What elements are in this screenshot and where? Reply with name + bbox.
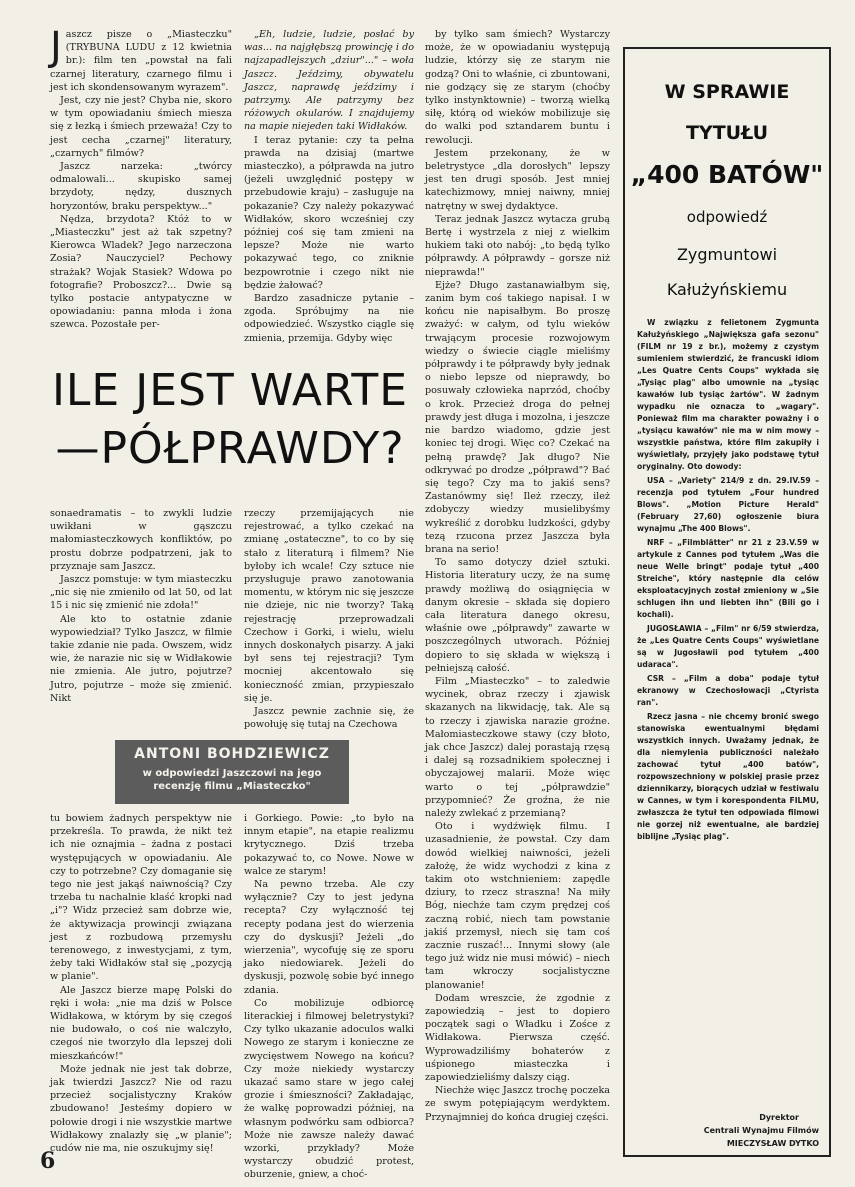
sidebar-box — [623, 47, 831, 1157]
sidebar-heading-line: Zygmuntowi — [676, 245, 778, 264]
sidebar-heading — [625, 71, 829, 307]
paragraph: Co mobilizuje odbiorcę literackiej i filmowej beletrystyki? Czy tylko ukazanie adoculos walki Nowego ze starym i konieczne ze zwycięstwem Nowego na końcu? Czy może niekiedy wystarczy ukazać samo stare w jego całej grozie i śmieszności? Zakładając, że walkę poprowadzi później, na własnym podwórku sam odbiorca? Może nie zawsze należy dawać wzorki, przykłady? Może wystarczy obudzić protest, oburzenie, gniew, a choć- — [244, 997, 414, 1181]
paragraph: tu bowiem żadnych perspektyw nie przekreśla. To prawda, że nikt też ich nie oznajmia – żadna z postaci występujących w opowiadaniu. Ale czy to potrzebne? Czy domaganie się tego nie jest jakąś naiwnością? Czy trzeba tu nachalnie klaść kropki nad „i"? Widz przecież sam dobrze wie, że aktywizacja prowincji związana jest z rozbudową przemysłu terenowego, z inwestycjami, z tym, żeby taki Widłaków stał się „pozycją w planie". — [50, 813, 232, 983]
sidebar-heading-line: „400 BATÓW" — [630, 160, 824, 189]
sidebar-body — [637, 317, 819, 1007]
paragraph: Jestem przekonany, że w beletrystyce „dla dorosłych" lepszy jest ten drugi sposób. Jest mniej katechizmowy, mniej naiwny, mniej natrętny w swej dydaktyce. — [425, 147, 610, 212]
sidebar-paragraph: JUGOSŁAWIA – „Film" nr 6/59 stwierdza, że „Les Quatre Cents Coups" wyświetlane są w Jugosławii pod tytułem „400 udaraca". — [637, 624, 819, 669]
drop-cap: J — [50, 24, 62, 70]
paragraph: Ale kto to ostatnie zdanie wypowiedział? Tylko Jaszcz, w filmie takie zdanie nie pada. Owszem, widz wie, że narazie nic się w Widłakowie nie zmienia. Ale jutro, pojutrze? Jutro, pojutrze – może się zmienić. Nikt — [50, 613, 232, 704]
article-column-low-1 — [50, 812, 232, 1155]
page-number: 6 — [40, 1148, 56, 1174]
author-subtitle: w odpowiedzi Jaszczowi na jego recenzję filmu „Miasteczko" — [142, 768, 322, 792]
signature-title: Dyrektor — [759, 1113, 799, 1122]
paragraph: Oto i wydźwięk filmu. I uzasadnienie, że powstał. Czy dam dowód wielkiej naiwności, jeżeli założę, że widz wychodzi z kina z takim oto wstchnieniem: zapędle dziury, to rzecz straszna! Na miły Bóg, niechże tam czym prędzej coś zaczną robić, niech tam powstanie jakiś przemysł, niech się tam coś zacznie ruszać!... Innymi słowy (ale tego już widz nie musi mówić) – niech tam wkroczy socjalistyczne planowanie! — [425, 821, 610, 991]
author-name: ANTONI BOHDZIEWICZ — [134, 746, 330, 762]
article-column-right — [425, 28, 610, 1153]
paragraph: sonaedramatis – to zwykli ludzie uwikłani w gąszczu małomiasteczkowych konfliktów, po prostu dobrze podpatrzeni, jak to przyznaje sam Jaszcz. — [50, 508, 232, 572]
paragraph: To samo dotyczy dzieł sztuki. Historia literatury uczy, że na sumę prawdy możliwą do osiągnięcia w danym okresie – składa się dopiero cała literatura danego okresu, właśnie owe „półprawdy" zawarte w poszczególnych utworach. Później dopiero to się składa w większą i pełniejszą całość. — [425, 557, 610, 674]
paragraph: Ejże? Długo zastanawiałbym się, zanim bym coś takiego napisał. I w końcu nie napisałbym. Bo proszę zważyć: w całym, od tylu wieków trwającym procesie rozwojowym wiedzy o świecie ciągle mieliśmy półprawdy i te półprawdy były jednak o niebo lepsze od nieprawdy, bo posuwały człowieka naprzód, choćby o krok. Przecież droga do pełnej prawdy jest długa i mozolna, i jeszcze nie bardzo wiadomo, gdzie jest koniec tej drogi. Więc co? Czekać na pełną prawdę? Jak długo? Nie odkrywać po drodze „półprawd"? Bać się tego? Czy ma to jakiś sens? Zastanówmy się! Ileż rzeczy, ileż zdobyczy wiedzy musielibyśmy wykreślić z dorobku ludzkości, gdyby tezą rzucona przez Jaszcza była brana na serio! — [425, 279, 610, 555]
article-column-top-2 — [244, 28, 414, 346]
headline-line-1: ILE JEST WARTE — [51, 365, 409, 416]
paragraph: Na pewno trzeba. Ale czy wyłącznie? Czy to jest jedyna recepta? Czy wyłączność tej recepty podana jest do wierzenia czy do dyskusji? Jeżeli „do wierzenia", wycofuję się ze sporu jako niedowiarek. Jeżeli do dyskusji, pozwolę sobie być innego zdania. — [244, 879, 414, 996]
sidebar-heading-line: TYTUŁU — [685, 122, 769, 144]
paragraph: Film „Miasteczko" – to zaledwie wycinek, obraz rzeczy i zjawisk skazanych na likwidację, tak. Ale są to rzeczy i zjawiska narazie groźne. Małomiasteczkowe stawy (czy błoto, jak chce Jaszcz) dalej porastają rzęsą i dalej są rozsadnikiem społecznej i obyczajowej malarii. Może więc warto o tej „półprawdzie" przypomnieć? Że groźna, że nie należy zwlekać z przemianą? — [425, 675, 610, 819]
article-column-mid-1 — [50, 507, 232, 729]
paragraph: Niechże więc Jaszcz trochę poczeka ze swym potępiającym werdyktem. Przynajmniej do końca drugiej części. — [425, 1085, 610, 1123]
article-column-top-1 — [50, 24, 232, 346]
paragraph: „Eh, ludzie, ludzie, posłać by was... na najgłębszą prowincję i do najzapadlejszych „dziur"..." – woła Jaszcz. Jeździmy, obywatelu Jaszcz, naprawdę jeździmy i patrzymy. Ale patrzymy bez różowych okularów. I znajdujemy na mapie niejeden taki Widłaków. — [244, 29, 414, 133]
sidebar-heading-line: W SPRAWIE — [664, 81, 790, 103]
paragraph: Jaszcz pewnie zachnie się, że powołuję się tutaj na Czechowa — [244, 706, 414, 731]
author-byline-box — [115, 740, 349, 804]
paragraph: Jest, czy nie jest? Chyba nie, skoro w tym opowiadaniu śmiech miesza się z łezką i śmiech przeważa! Czy to jest cecha „czarnej" literatury, „czarnych" filmów? — [50, 95, 232, 159]
article-headline — [50, 362, 410, 478]
signature-name: MIECZYSŁAW DYTKO — [726, 1139, 819, 1148]
sidebar-paragraph: CSR – „Film a doba" podaje tytuł ekranowy w Czechosłowacji „Ctyrista ran". — [637, 674, 819, 707]
sidebar-paragraph: W związku z felietonem Zygmunta Kałużyńskiego „Największa gafa sezonu" (FILM nr 19 z br.), możemy z czystym sumieniem stwierdzić, że francuski idiom „Les Quatre Cents Coups" wykłada się „Tysiąc plag" albo umownie na „tysiąc kawałów lub tysiąc żartów". W żadnym wypadku nie oznacza to „wagary". Ponieważ film ma charakter poważny i o „tysiącu kawałów" nie ma w nim mowy – wszystkie państwa, które film zakupiły i wyświetlały, przyjęły jako podstawę tytuł oryginalny. Oto dowody: — [637, 318, 819, 471]
paragraph: I teraz pytanie: czy ta pełna prawda na dzisiaj (martwe miasteczko), a półprawda na jutro (jeżeli uwzględnić postępy w przebudowie kraju) – zasługuje na pokazanie? Czy należy pokazywać Widłaków, skoro wcześniej czy później coś się tam zmieni na lepsze? Może nie warto pokazywać tego, co zniknie bezpowrotnie i czego nikt nie będzie żałować? — [244, 134, 414, 291]
headline-line-2: —PÓŁPRAWDY? — [55, 423, 405, 474]
paragraph: Nędza, brzydota? Któż to w „Miasteczku" jest aż tak szpetny? Kierowca Wladek? Jego narzeczona Zosia? Nauczyciel? Pechowy strażak? Wojak Stasiek? Wdowa po fotografie? Proboszcz?... Dwie są tylko postacie antypatyczne w opowiadaniu: panna młoda i żona szewca. Pozostałe per- — [50, 213, 232, 331]
paragraph: Teraz jednak Jaszcz wytacza grubą Bertę i wystrzela z niej z wielkim hukiem taki oto nabój: „to będą tylko półprawdy. A półprawdy – gorsze niż nieprawda!" — [425, 213, 610, 278]
paragraph: Dodam wreszcie, że zgodnie z zapowiedzią – jest to dopiero początek sagi o Władku i Zośce z Widłakowa. Pierwsza część. Wyprowadziliśmy bohaterów z uśpionego miasteczka i zapowiedzieliśmy dalszy ciąg. — [425, 992, 610, 1084]
sidebar-paragraph: Rzecz jasna – nie chcemy bronić swego stanowiska ewentualnymi błędami wszystkich innych. Uważamy jednak, że dla niemylenia publiczności należało zachować tytuł „400 batów", rozpowszechniony w polskiej prasie przez dziennikarzy, biorących udział w festiwalu w Cannes, w tym i korespondenta FILMU, zwłaszcza że tytuł ten odpowiada filmowi nie gorzej niż ewentualne, ale bardziej biblijne „Tysiąc plag". — [637, 712, 819, 841]
article-column-mid-2 — [244, 507, 414, 729]
paragraph: aszcz pisze o „Miasteczku" (TRYBUNA LUDU z 12 kwietnia br.): film ten „powstał na fali czarnej literatury, czarnego filmu i jest ich skondensowanym wyrazem". — [50, 29, 232, 93]
paragraph: Jaszcz narzeka: „twórcy odmalowali... skupisko samej brzydoty, nędzy, dusznych horyzontów, braku perspektyw..." — [50, 161, 232, 212]
signature-org: Centrali Wynajmu Filmów — [703, 1126, 819, 1135]
paragraph: rzeczy przemijających nie rejestrować, a tylko czekać na zmianę „ostateczne", to co by się stało z literaturą i filmem? Nie byłoby ich wcale! Czy sztuce nie przysługuje prawo zanotowania momentu, w którym nic się jeszcze nie dzieje, nic nie tworzy? Taką rejestrację przeprowadzali Czechow i Gorki, i wielu, wielu innych doskonałych pisarzy. A jaki był sens tej rejestracji? Tym mocniej akcentowało się konieczność zmian, przypieszało się je. — [244, 508, 414, 704]
sidebar-paragraph: USA – „Variety" 214/9 z dn. 29.IV.59 – recenzja pod tytułem „Four hundred Blows". „Motion Picture Herald" (February 27,60) ogłoszenie biura wynajmu „The 400 Blows". — [637, 476, 819, 533]
paragraph: Jaszcz pomstuje: w tym miasteczku „nic się nie zmieniło od lat 50, od lat 15 i nic się zmienić nie zdoła!" — [50, 574, 232, 612]
paragraph: Może jednak nie jest tak dobrze, jak twierdzi Jaszcz? Nie od razu przecież socjalistyczny Kraków zbudowano! Jesteśmy dopiero w połowie drogi i nie wszystkie martwe Widłakowy znalazły się „w planie"; cudów nie ma, nie oszukujmy się! — [50, 1063, 232, 1155]
paragraph: Ale Jaszcz bierze mapę Polski do ręki i woła: „nie ma dziś w Polsce Widłakowa, w którym by się czegoś nie budowało, o coś nie walczyło, czegoś nie tworzyło dla lepszej doli mieszkańców!" — [50, 984, 232, 1062]
sidebar-heading-line: odpowiedź — [686, 208, 768, 226]
sidebar-paragraph: NRF – „Filmblätter" nr 21 z 23.V.59 w artykule z Cannes pod tytułem „Was die neue Welle bringt" podaje tytuł „400 Streiche", który następnie dla celów eksploatacyjnych został zmieniony w „Sie schlugen ihn und liebten ihn" (Bili go i kochali). — [637, 538, 819, 619]
article-column-low-2 — [244, 812, 414, 1181]
sidebar-signature — [637, 1111, 819, 1150]
sidebar-heading-line: Kałużyńskiemu — [666, 280, 788, 299]
paragraph: Bardzo zasadnicze pytanie – zgoda. Spróbujmy na nie odpowiedzieć. Wszystko ciągle się zmienia, przemija. Gdyby więc — [244, 293, 414, 344]
paragraph: by tylko sam śmiech? Wystarczy może, że w opowiadaniu występują ludzie, którzy się ze starym nie godzą? Oni to właśnie, ci zbuntowani, nie godzący się ze starym (choćby tylko instynktownie) – tworzą wielką siłę, którą od wieków mobilizuje się do walki pod sztandarem buntu i rewolucji. — [425, 29, 610, 146]
paragraph: i Gorkiego. Powie: „to było na innym etapie", na etapie realizmu krytycznego. Dziś trzeba pokazywać to, co Nowe. Nowe w walce ze starym! — [244, 813, 414, 877]
